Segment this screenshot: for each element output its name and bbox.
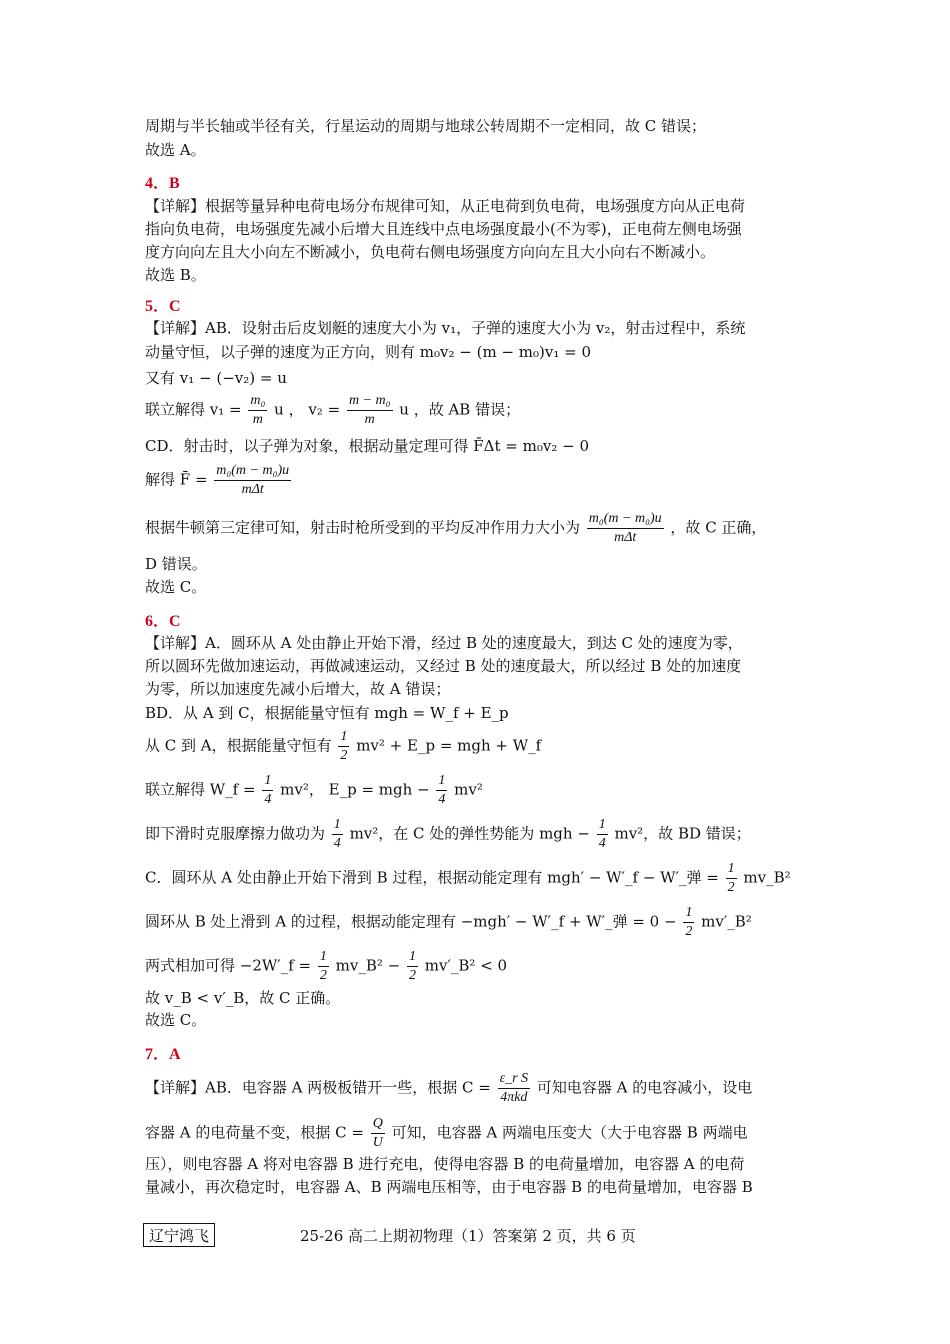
q5-line-6: 解得 F̄ = $\frac{\text{m₀(m − m₀)u}}{\text{mΔt}}$ — [145, 463, 290, 497]
q4-line-2: 指向负电荷，电场强度先减小后增大且连线中点电场强度最小(不为零)，正电荷左侧电场强 — [145, 220, 742, 238]
page-footer: 25-26 高二上期初物理（1）答案第 2 页，共 6 页 — [300, 1227, 636, 1245]
q4-line-3: 度方向向左且大小向左不断减小，负电荷右侧电场强度方向向左且大小向右不断减小。 — [145, 243, 716, 261]
q6-line-1: 【详解】A．圆环从 A 处由静止开始下滑，经过 B 处的速度最大，到达 C 处的速度为零， — [145, 634, 743, 652]
fraction-one-quarter: $\frac{1}{4}$ — [333, 817, 341, 851]
q7-line-1: 【详解】AB．电容器 A 两极板错开一些，根据 C = $\frac{\text{ε\_r S}}{\text{4πkd}}$ 可知电容器 A 的电容减小，设电 — [145, 1071, 753, 1105]
q7-heading: 7．A — [145, 1046, 181, 1063]
fraction-q-over-u: $\frac{Q}{U}$ — [372, 1116, 383, 1150]
fraction-one-half: $\frac{1}{2}$ — [409, 949, 417, 983]
q6-line-5: 从 C 到 A，根据能量守恒有 $\frac{1}{2}$ mv² + E_p = mgh + W_f — [145, 729, 542, 763]
q3-conclusion: 故选 A。 — [145, 141, 206, 159]
q6-line-9: 圆环从 B 处上滑到 A 的过程，根据动能定理有 −mgh′ − W′_f + W′_弹 = 0 − $\frac{1}{2}$ mv′_B² — [145, 905, 752, 939]
q4-conclusion: 故选 B。 — [145, 266, 206, 284]
fraction-one-half: $\frac{1}{2}$ — [340, 729, 348, 763]
q6-line-8: C．圆环从 A 处由静止开始下滑到 B 过程，根据动能定理有 mgh′ − W′_f − W′_弹 = $\frac{1}{2}$ mv_B² — [145, 861, 791, 895]
q5-line-1: 【详解】AB．设射击后皮划艇的速度大小为 v₁，子弹的速度大小为 v₂，射击过程中，系统 — [145, 319, 746, 337]
q3-text-line: 周期与半长轴或半径有关，行星运动的周期与地球公转周期不一定相同，故 C 错误； — [145, 117, 707, 135]
q5-line-4: 联立解得 v₁ = $\frac{\text{m₀}}{m}$ u ， v₂ = $\frac{\text{m − m₀}}{m}$ u ，故 AB 错误； — [145, 393, 521, 427]
q5-conclusion: 故选 C。 — [145, 578, 207, 596]
q7-line-2: 容器 A 的电荷量不变，根据 C = $\frac{Q}{U}$ 可知，电容器 A 两端电压变大（大于电容器 B 两端电 — [145, 1116, 748, 1150]
fraction-one-half: $\frac{1}{2}$ — [685, 905, 693, 939]
fraction-one-half: $\frac{1}{2}$ — [319, 949, 327, 983]
fraction-capacitance-formula: $\frac{\text{ε\_r S}}{\text{4πkd}}$ — [499, 1071, 529, 1105]
q7-line-4: 量减小，再次稳定时，电容器 A、B 两端电压相等，由于电容器 B 的电荷量增加，电容器 B — [145, 1178, 753, 1196]
q6-line-6: 联立解得 W_f = $\frac{1}{4}$ mv²， E_p = mgh − $\frac{1}{4}$ mv² — [145, 773, 483, 807]
q6-line-10: 两式相加可得 −2W′_f = $\frac{1}{2}$ mv_B² − $\frac{1}{2}$ mv′_B² < 0 — [145, 949, 508, 983]
q6-line-3: 为零，所以加速度先减小后增大，故 A 错误； — [145, 680, 451, 698]
fraction-one-quarter: $\frac{1}{4}$ — [598, 817, 606, 851]
q4-heading: 4．B — [145, 175, 180, 192]
fraction-average-force: $\frac{\text{m₀(m − m₀)u}}{\text{mΔt}}$ — [216, 463, 290, 497]
q5-heading: 5．C — [145, 298, 181, 315]
q6-conclusion: 故选 C。 — [145, 1011, 207, 1029]
fraction-recoil-force: $\frac{\text{m₀(m − m₀)u}}{\text{mΔt}}$ — [588, 511, 662, 545]
fraction-one-quarter: $\frac{1}{4}$ — [264, 773, 272, 807]
q6-heading: 6．C — [145, 613, 181, 630]
fraction-one-quarter: $\frac{1}{4}$ — [438, 773, 446, 807]
q5-line-3: 又有 v₁ − (−v₂) = u — [145, 369, 287, 387]
q6-line-2: 所以圆环先做加速运动，再做减速运动，又经过 B 处的速度最大，所以经过 B 处的加速度 — [145, 657, 742, 675]
q5-line-5: CD．射击时，以子弹为对象，根据动量定理可得 F̄Δt = m₀v₂ − 0 — [145, 437, 590, 455]
q6-line-4: BD．从 A 到 C，根据能量守恒有 mgh = W_f + E_p — [145, 704, 509, 722]
q4-line-1: 【详解】根据等量异种电荷电场分布规律可知，从正电荷到负电荷，电场强度方向从正电荷 — [145, 197, 746, 215]
fraction-m-minus-m0-over-m: $\frac{\text{m − m₀}}{m}$ — [348, 393, 391, 427]
brand-label: 辽宁鸿飞 — [143, 1223, 215, 1247]
q6-line-11: 故 v_B < v′_B，故 C 正确。 — [145, 989, 341, 1007]
q7-line-3: 压），则电容器 A 将对电容器 B 进行充电，使得电容器 B 的电荷量增加，电容器 A 的电荷 — [145, 1155, 745, 1173]
q5-line-7: 根据牛顿第三定律可知，射击时枪所受到的平均反冲作用力大小为 $\frac{\text{m₀(m − m₀)u}}{\text{mΔt}}$ ，故 C 正确， — [145, 511, 767, 545]
q5-line-2: 动量守恒，以子弹的速度为正方向，则有 m₀v₂ − (m − m₀)v₁ = 0 — [145, 343, 592, 361]
q6-line-7: 即下滑时克服摩擦力做功为 $\frac{1}{4}$ mv²，在 C 处的弹性势能为 mgh − $\frac{1}{4}$ mv²，故 BD 错误； — [145, 817, 751, 851]
q5-line-8: D 错误。 — [145, 555, 207, 573]
fraction-m0-over-m: $\frac{\text{m₀}}{m}$ — [250, 393, 266, 427]
fraction-one-half: $\frac{1}{2}$ — [727, 861, 735, 895]
